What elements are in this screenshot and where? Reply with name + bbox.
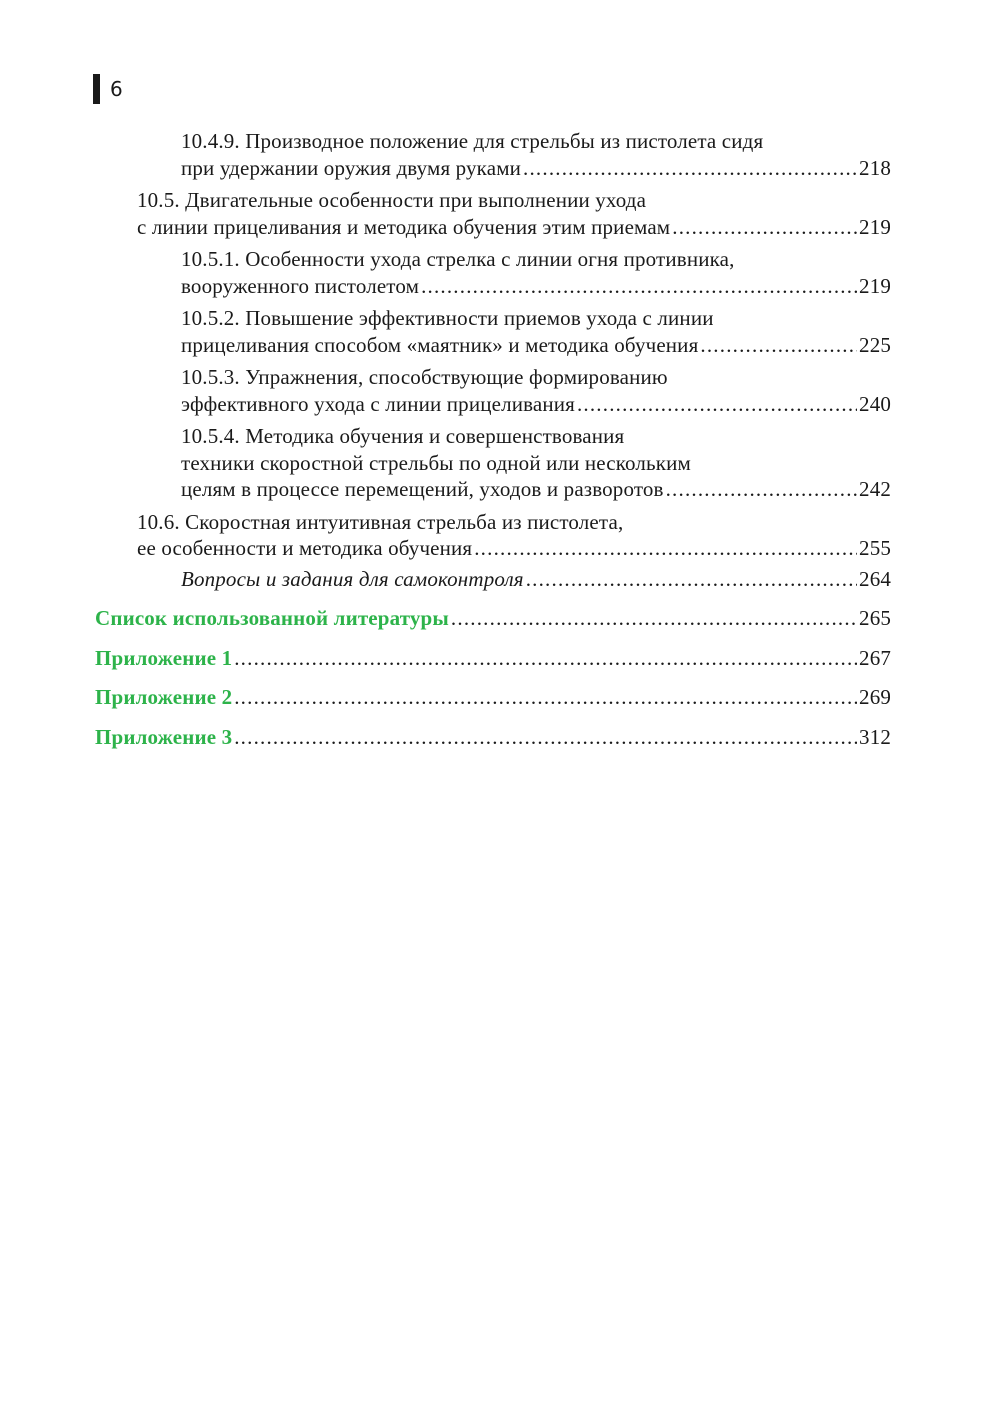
dot-leader: [700, 332, 857, 359]
toc-entry-title-line: 10.6. Скоростная интуитивная стрельба из пистолета,: [137, 509, 624, 534]
toc-entry-title-line: 10.5. Двигательные особенности при выполнении ухода: [137, 188, 647, 212]
dot-leader: [523, 155, 857, 182]
toc-section-entry[interactable]: [95, 724, 891, 751]
toc-entry-last-line: [181, 476, 891, 503]
dot-leader: [577, 391, 857, 418]
toc-entry-title: Приложение 3: [95, 724, 233, 749]
toc-entry-title: при удержании оружия двумя руками: [181, 155, 522, 180]
toc-section-entry[interactable]: [95, 605, 891, 632]
toc-entry[interactable]: [181, 364, 891, 417]
toc-entry-last-line: [181, 155, 891, 182]
toc-page-number: 255: [859, 536, 891, 560]
toc-page-number: 218: [859, 155, 891, 180]
toc-entry-last-line: [181, 332, 891, 359]
toc-entry-last-line: [95, 724, 891, 751]
dot-leader: [234, 645, 857, 672]
toc-page-number: 242: [859, 477, 891, 501]
toc-page-number: 269: [859, 685, 891, 709]
toc-entry[interactable]: [181, 246, 891, 299]
toc-entry-title: с линии прицеливания и методика обучения этим приемам: [137, 214, 671, 239]
toc-page-number: 219: [859, 273, 891, 298]
toc-entry-title-line: техники скоростной стрельбы по одной или нескольким: [181, 450, 691, 475]
toc-entry[interactable]: [181, 305, 891, 358]
toc-entry-title-line: 10.5.1. Особенности ухода стрелка с линии огня противника,: [181, 247, 735, 271]
toc-page-number: 267: [859, 645, 891, 670]
dot-leader: [526, 566, 857, 593]
toc-entry-title: Список использованной литературы: [95, 606, 449, 630]
toc-entry-title: эффективного ухода с линии прицеливания: [181, 391, 575, 416]
toc-entry-title: прицеливания способом «маятник» и методика обучения: [181, 332, 699, 357]
toc-entry-title: целям в процессе перемещений, уходов и разворотов: [181, 477, 664, 501]
toc-entry[interactable]: [181, 128, 891, 181]
toc-entry-title-line: 10.5.3. Упражнения, способствующие формированию: [181, 365, 668, 389]
toc-page-number: 225: [859, 332, 891, 357]
toc-entry-title: ее особенности и методика обучения: [137, 536, 473, 560]
dot-leader: [234, 724, 857, 751]
dot-leader: [666, 476, 857, 503]
toc-entry[interactable]: [181, 566, 891, 593]
toc-entry-title: Приложение 1: [95, 645, 233, 670]
toc-entry[interactable]: [137, 187, 891, 240]
toc-entry-last-line: [95, 684, 891, 711]
toc-entry-title-line: 10.5.4. Методика обучения и совершенствования: [181, 424, 625, 448]
toc-page-number: 264: [859, 566, 891, 591]
toc-entry-title: Приложение 2: [95, 685, 233, 709]
toc-entry-last-line: [181, 273, 891, 300]
toc-entry-title-line: 10.4.9. Производное положение для стрельбы из пистолета сидя: [181, 129, 764, 153]
page-header: [93, 74, 123, 104]
toc-entry[interactable]: [181, 423, 891, 503]
toc-entry-last-line: [95, 645, 891, 672]
toc-entry-last-line: [181, 566, 891, 593]
page-number-bar: [93, 74, 100, 104]
toc-section-entry[interactable]: [95, 645, 891, 672]
toc-section-entry[interactable]: [95, 684, 891, 711]
toc-entry-last-line: [137, 214, 891, 241]
toc-entry-title: Вопросы и задания для самоконтроля: [181, 566, 524, 591]
toc-entry-last-line: [181, 391, 891, 418]
toc-page-number: 265: [859, 606, 891, 630]
table-of-contents: [0, 122, 1000, 750]
page-number: 6: [110, 77, 123, 101]
toc-page-number: 240: [859, 391, 891, 416]
dot-leader: [451, 605, 857, 632]
toc-entry[interactable]: [137, 509, 891, 562]
dot-leader: [474, 535, 857, 562]
toc-page-number: 312: [859, 724, 891, 749]
toc-entry-last-line: [137, 535, 891, 562]
toc-entry-title-line: 10.5.2. Повышение эффективности приемов ухода с линии: [181, 306, 714, 330]
dot-leader: [421, 273, 857, 300]
dot-leader: [234, 684, 857, 711]
toc-page-number: 219: [859, 214, 891, 239]
toc-entry-last-line: [95, 605, 891, 632]
dot-leader: [672, 214, 857, 241]
toc-entry-title: вооруженного пистолетом: [181, 273, 420, 298]
